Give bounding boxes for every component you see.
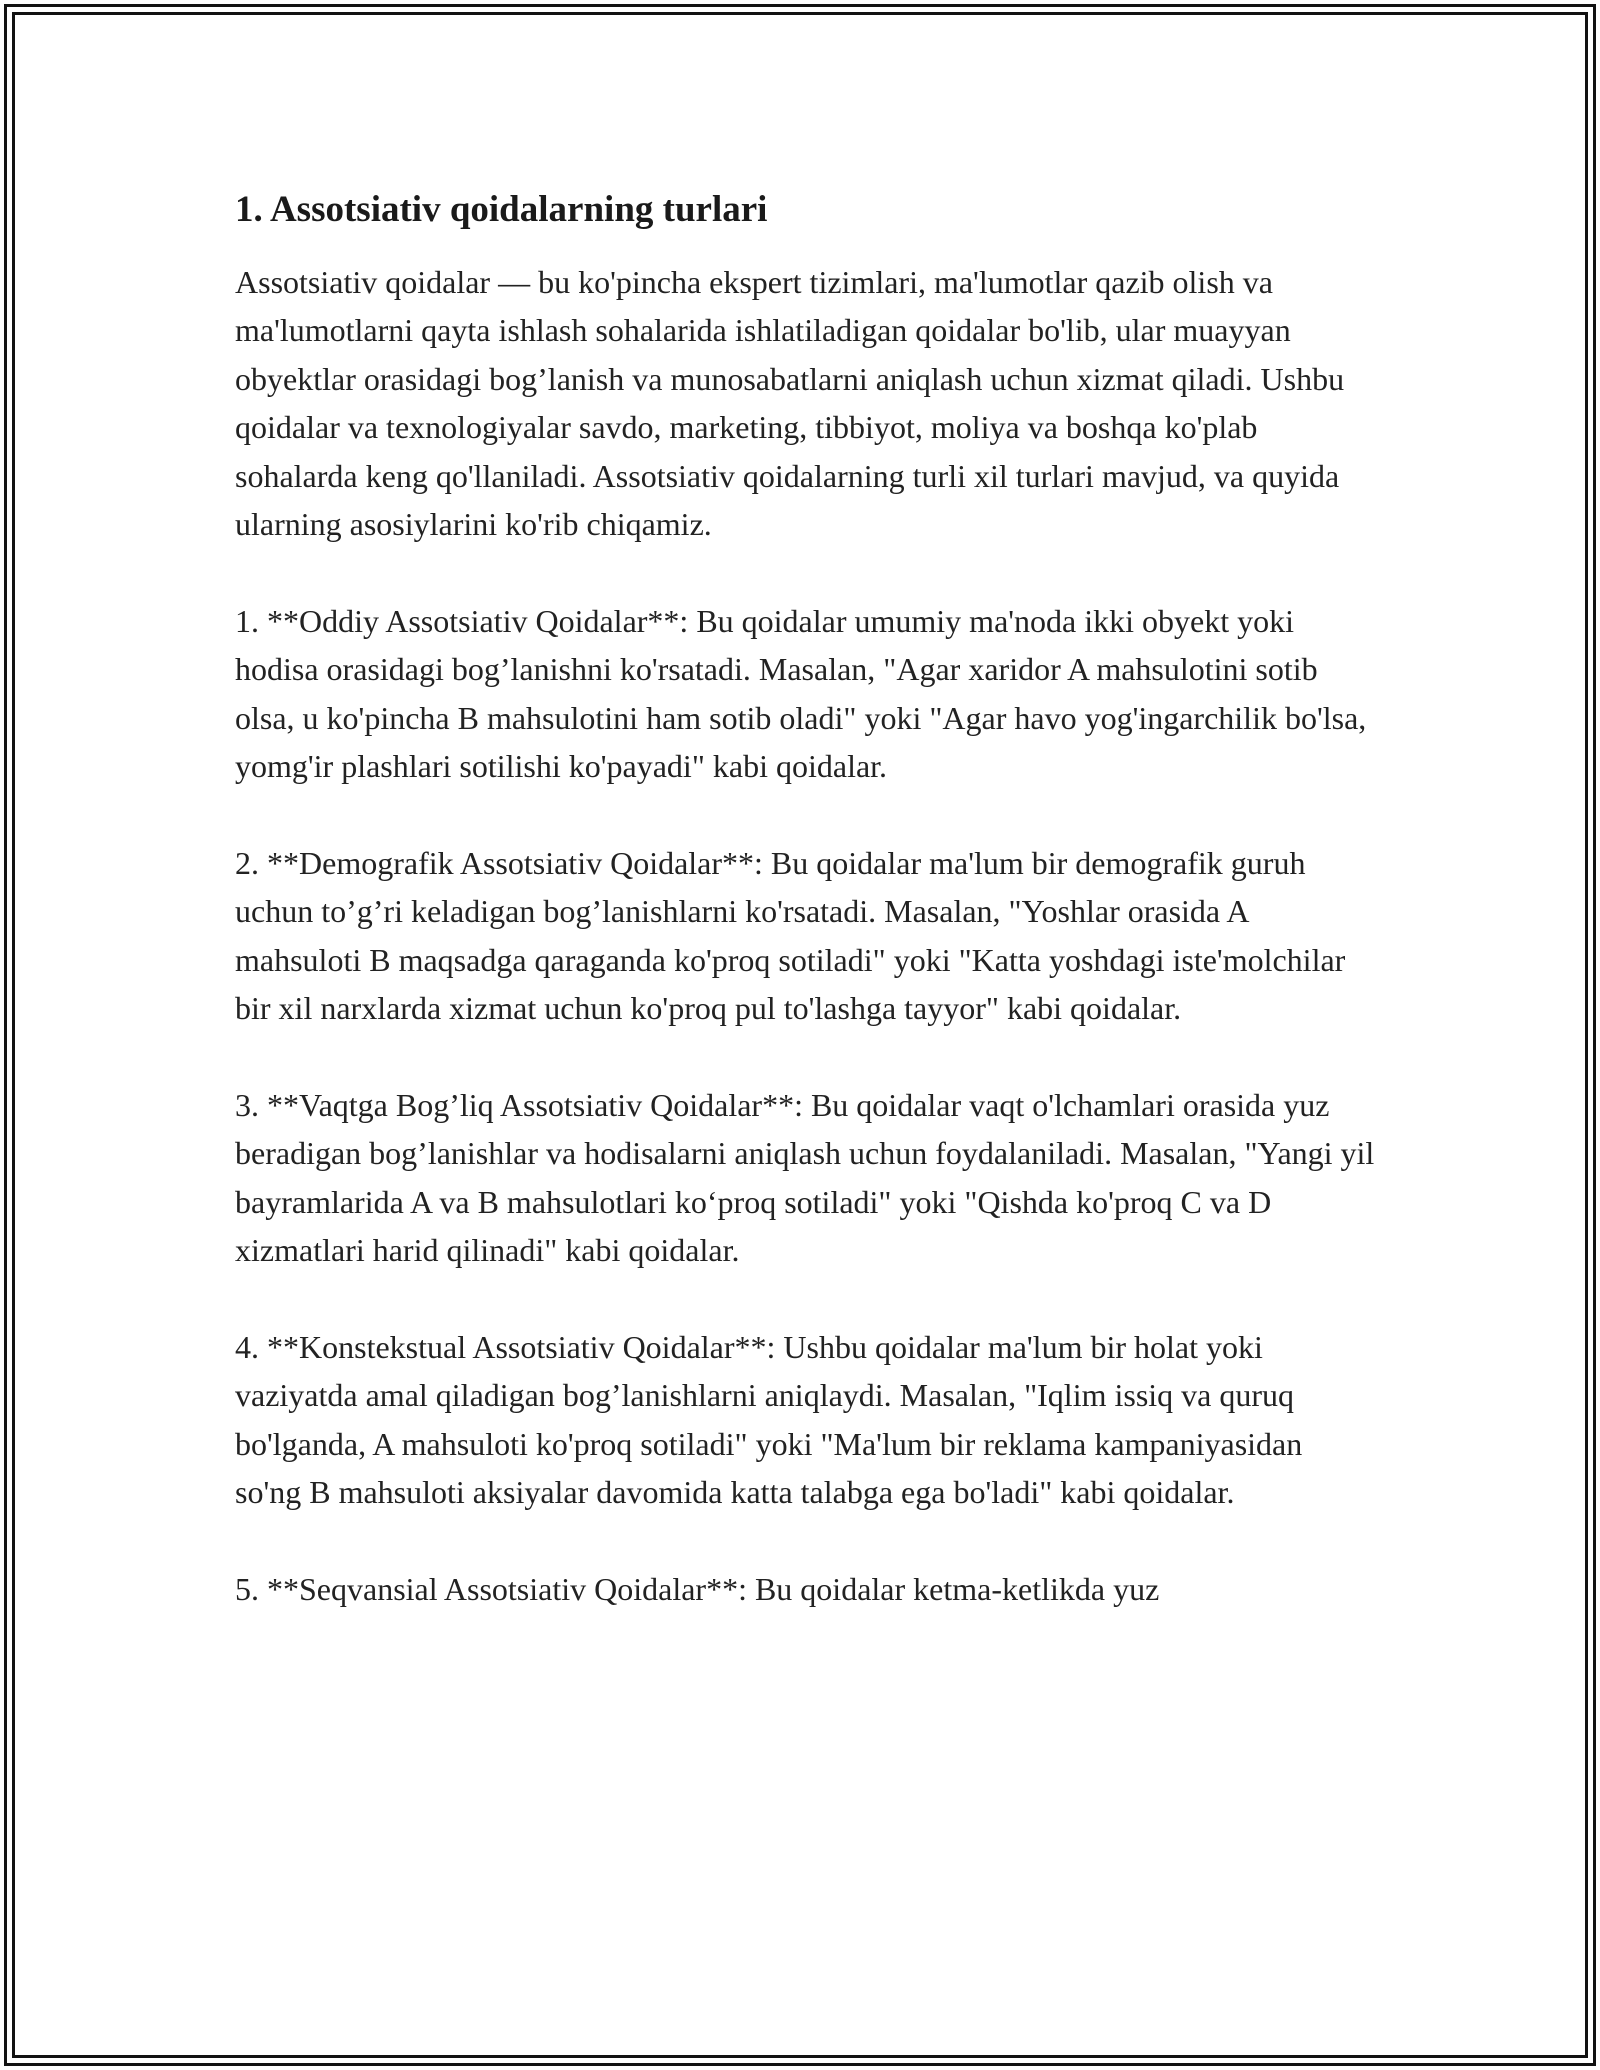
list-item-simple-rules: 1. **Oddiy Assotsiativ Qoidalar**: Bu qoidalar umumiy ma'noda ikki obyekt yoki hodisa orasidagi bog’lanishni ko'rsatadi. Masalan, "Agar xaridor A mahsulotini sotib olsa, u ko'pincha B mahsulotini ham sotib oladi" yoki "Agar havo yog'ingarchilik bo'lsa, yomg'ir plashlari sotilishi ko'payadi" kabi qoidalar. (235, 602, 1367, 785)
list-item-demographic-rules: 2. **Demografik Assotsiativ Qoidalar**: Bu qoidalar ma'lum bir demografik guruh uchun to’g’ri keladigan bog’lanishlarni ko'rsatadi. Masalan, "Yoshlar orasida A mahsuloti B maqsadga qaraganda ko'proq sotiladi" yoki "Katta yoshdagi iste'molchilar bir xil narxlarda xizmat uchun ko'proq pul to'lashga tayyor" kabi qoidalar. (235, 844, 1346, 1027)
list-item-contextual-rules: 4. **Konstekstual Assotsiativ Qoidalar**: Ushbu qoidalar ma'lum bir holat yoki vaziyatda amal qiladigan bog’lanishlarni aniqlaydi. Masalan, "Iqlim issiq va quruq bo'lganda, A mahsuloti ko'proq sotiladi" yoki "Ma'lum bir reklama kampaniyasidan so'ng B mahsuloti aksiyalar davomida katta talabga ega bo'ladi" kabi qoidalar. (235, 1328, 1303, 1511)
document-body (235, 186, 1375, 1662)
intro-paragraph: Assotsiativ qoidalar — bu ko'pincha ekspert tizimlari, ma'lumotlar qazib olish va ma'lumotlarni qayta ishlash sohalarida ishlatiladigan qoidalar bo'lib, ular muayyan obyektlar orasidagi bog’lanish va munosabatlarni aniqlash uchun xizmat qiladi. Ushbu qoidalar va texnologiyalar savdo, marketing, tibbiyot, moliya va boshqa ko'plab sohalarda keng qo'llaniladi. Assotsiativ qoidalarning turli xil turlari mavjud, va quyida ularning asosiylarini ko'rib chiqamiz. (235, 264, 1345, 543)
section-heading: 1. Assotsiativ qoidalarning turlari (235, 189, 768, 230)
list-item-sequential-rules: 5. **Seqvansial Assotsiativ Qoidalar**: Bu qoidalar ketma-ketlikda yuz (235, 1570, 1160, 1607)
list-item-time-based-rules: 3. **Vaqtga Bog’liq Assotsiativ Qoidalar**: Bu qoidalar vaqt o'lchamlari orasida yuz beradigan bog’lanishlar va hodisalarni aniqlash uchun foydalaniladi. Masalan, "Yangi yil bayramlarida A va B mahsulotlari ko‘proq sotiladi" yoki "Qishda ko'proq C va D xizmatlari harid qilinadi" kabi qoidalar. (235, 1086, 1375, 1269)
